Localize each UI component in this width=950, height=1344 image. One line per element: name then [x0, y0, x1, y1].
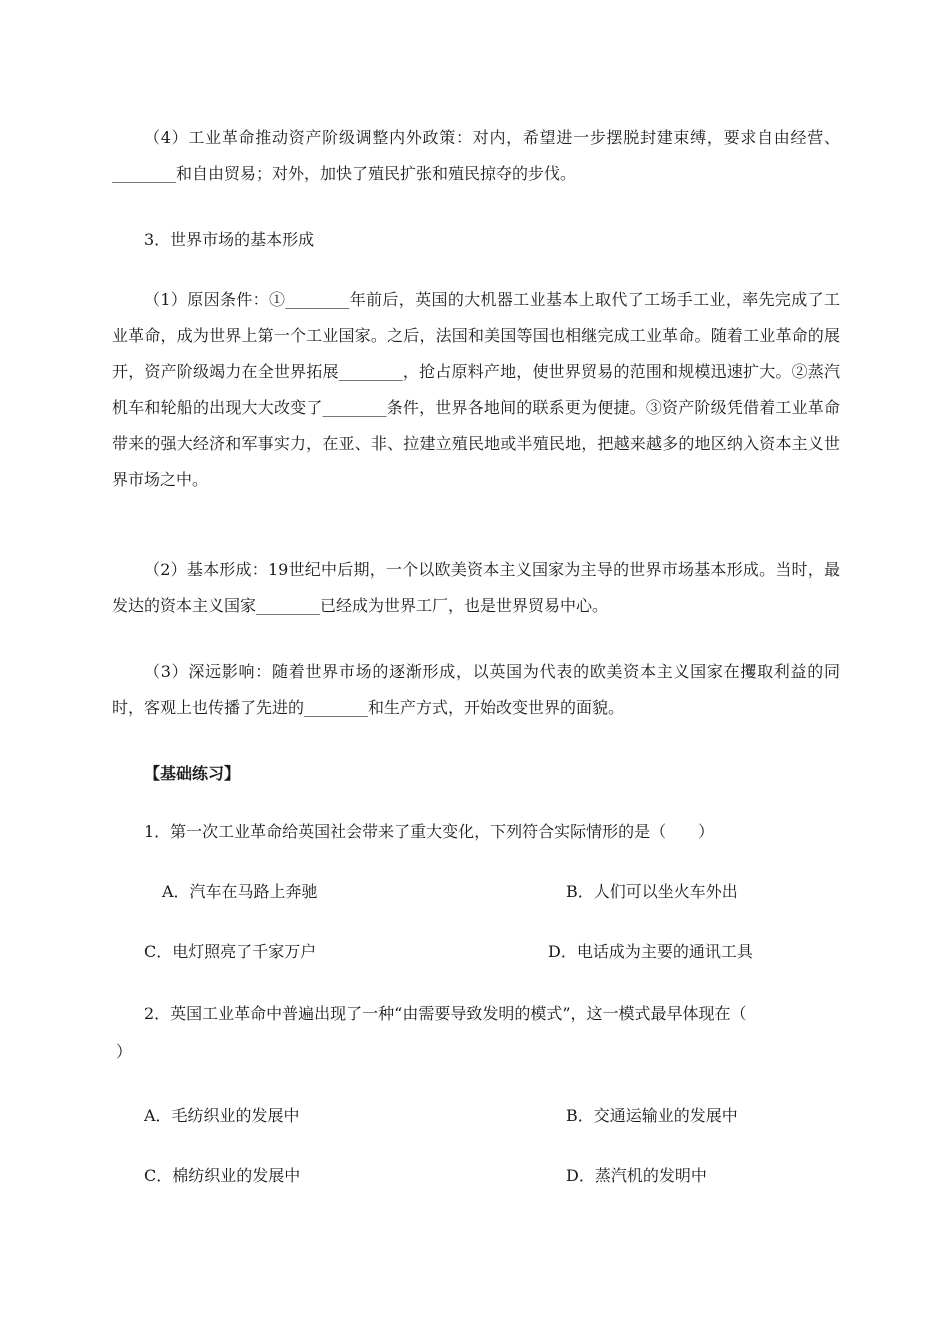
question-1-option-c[interactable]: C．电灯照亮了千家万户 — [144, 942, 317, 961]
question-2-option-b[interactable]: B．交通运输业的发展中 — [566, 1106, 738, 1125]
question-1-option-b[interactable]: B．人们可以坐火车外出 — [566, 882, 738, 901]
question-2-option-a[interactable]: A．毛纺织业的发展中 — [144, 1106, 300, 1125]
exercise-heading: 【基础练习】 — [144, 764, 241, 783]
paragraph-causes: （1）原因条件：①________年前后，英国的大机器工业基本上取代了工场手工业，率先完成了工业革命，成为世界上第一个工业国家。之后，法国和美国等国也相继完成工业革命。随着工业革命的展开，资产阶级竭力在全世界拓展________，抢占原料产地，使世界贸易的范围和规模迅速扩大。②蒸汽机车和轮船的出现大大改变了________条件，世界各地间的联系更为便捷。③资产阶级凭借着工业革命带来的强大经济和军事实力，在亚、非、拉建立殖民地或半殖民地，把越来越多的地区纳入资本主义世界市场之中。 — [112, 290, 840, 489]
paragraph-policy-adjustment: （4）工业革命推动资产阶级调整内外政策：对内，希望进一步摆脱封建束缚，要求自由经营、________和自由贸易；对外，加快了殖民扩张和殖民掠夺的步伐。 — [112, 128, 840, 183]
question-1-stem: 1．第一次工业革命给英国社会带来了重大变化，下列符合实际情形的是（ ） — [144, 822, 715, 841]
question-2-option-d[interactable]: D．蒸汽机的发明中 — [566, 1166, 707, 1185]
question-1-option-d[interactable]: D．电话成为主要的通讯工具 — [548, 942, 753, 961]
question-1-option-a[interactable]: A．汽车在马路上奔驰 — [162, 882, 318, 901]
question-2-stem-end: ） — [116, 1042, 133, 1061]
question-2-option-c[interactable]: C．棉纺织业的发展中 — [144, 1166, 301, 1185]
paragraph-formation: （2）基本形成：19世纪中后期，一个以欧美资本主义国家为主导的世界市场基本形成。当时，最发达的资本主义国家________已经成为世界工厂，也是世界贸易中心。 — [112, 560, 840, 615]
question-2-stem: 2．英国工业革命中普遍出现了一种“由需要导致发明的模式”，这一模式最早体现在（ — [144, 1004, 747, 1023]
paragraph-impact: （3）深远影响：随着世界市场的逐渐形成，以英国为代表的欧美资本主义国家在攫取利益的同时，客观上也传播了先进的________和生产方式，开始改变世界的面貌。 — [112, 662, 840, 717]
section-3-heading: 3．世界市场的基本形成 — [144, 230, 315, 249]
